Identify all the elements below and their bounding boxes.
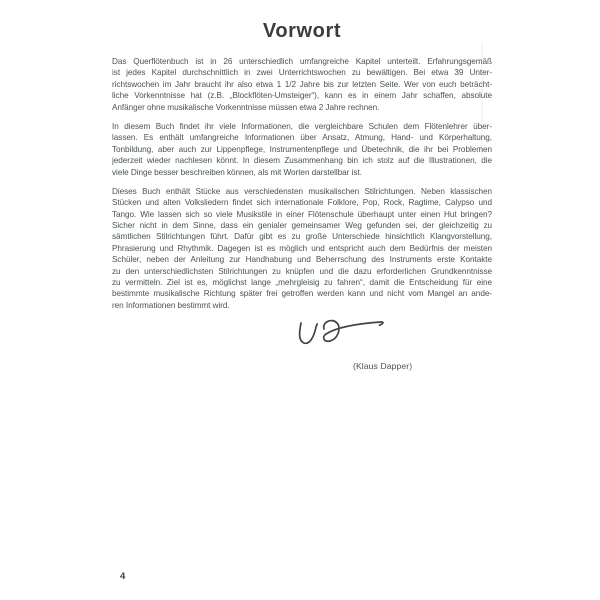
text-line: In diesem Buch findet ihr viele Informationen, die vergleichbare Schulen dem Flötenlehrer über- [112, 121, 492, 131]
signature-name: (Klaus Dapper) [353, 361, 413, 371]
text-block [112, 56, 492, 319]
text-line: richtswochen im Jahr braucht ihr also etwa 1 1/2 Jahre bis zur letzten Seite. Wer von euch beträcht- [112, 79, 492, 89]
text-line: bestimmte musikalische Richtung später frei getroffen werden kann und nicht vom Mangel an ande- [112, 289, 492, 299]
text-line: zu den unterschiedlichsten Stilrichtungen zu knüpfen und die dazu erforderlichen Grundkenntnisse [112, 266, 492, 276]
text-line: ist jedes Kapitel durchschnittlich in zwei Unterrichtswochen zu bewältigen. Bei etwa 39 Unter- [112, 68, 492, 78]
text-line: Dieses Buch enthält Stücke aus verschiedensten musikalischen Stilrichtungen. Neben klassischen [112, 186, 492, 196]
text-line: Tango. Wie lassen sich so viele Musikstile in einer Flötenschule überhaupt unter einen Hut bringen? [112, 209, 492, 219]
text-line: sämtlichen Stilrichtungen führt. Dafür gibt es zu große Unterschiede hinsichtlich Klangvorstellung, [112, 232, 492, 242]
text-line: lassen. Es enthält umfangreiche Informationen über Ansatz, Atmung, Hand- und Körperhaltung, [112, 133, 492, 143]
page-number: 4 [120, 571, 126, 582]
text-line: jederzeit wieder nachlesen könnt. In diesem Zusammenhang bin ich stolz auf die Illustrationen, die [112, 156, 492, 166]
text-line: liche Vorkenntnisse hat (z.B. „Blockflöten-Umsteiger“), kann es in einem Jahr schaffen, absolute [112, 91, 492, 101]
text-line: Stücken und alten Volksliedern findet sich internationale Folklore, Pop, Rock, Ragtime, Calypso und [112, 198, 492, 208]
text-line: Tonbildung, aber auch zur Lippenpflege, Instrumentenpflege und Übetechnik, die ihr bei Problemen [112, 144, 492, 154]
paragraph [112, 56, 492, 113]
paragraph [112, 186, 492, 311]
text-line: zu vermitteln. Ziel ist es, möglichst lange „mehrgleisig zu fahren“, damit die Entscheidung für eine [112, 278, 492, 288]
paragraph [112, 121, 492, 178]
text-line: Das Querflötenbuch ist in 26 unterschiedlich umfangreiche Kapitel unterteilt. Erfahrungsgemäß [112, 57, 492, 66]
page-title: Vorwort [262, 20, 342, 42]
text-line: Phrasierung und Rhythmik. Dagegen ist es möglich und entspricht auch dem Bedürfnis der meisten [112, 243, 492, 253]
text-line: Sicher nicht in dem Sinne, dass ein genialer gemeinsamer Weg gefunden sei, der gleichzeitig zu [112, 221, 492, 231]
text-line: ren Informationen bestimmt wird. [112, 300, 230, 310]
text-line: Anfänger ohne musikalische Vorkenntnisse müssen etwa 2 Jahre rechnen. [112, 102, 380, 112]
text-line: Schüler, neben der Anleitung zur Handhabung und Beherrschung des Instruments erste Kontakte [112, 255, 492, 265]
text-line: viele Dinge besser beschreiben können, als mit Worten darstellbar ist. [112, 167, 362, 177]
scan-artifact-line [481, 42, 483, 160]
